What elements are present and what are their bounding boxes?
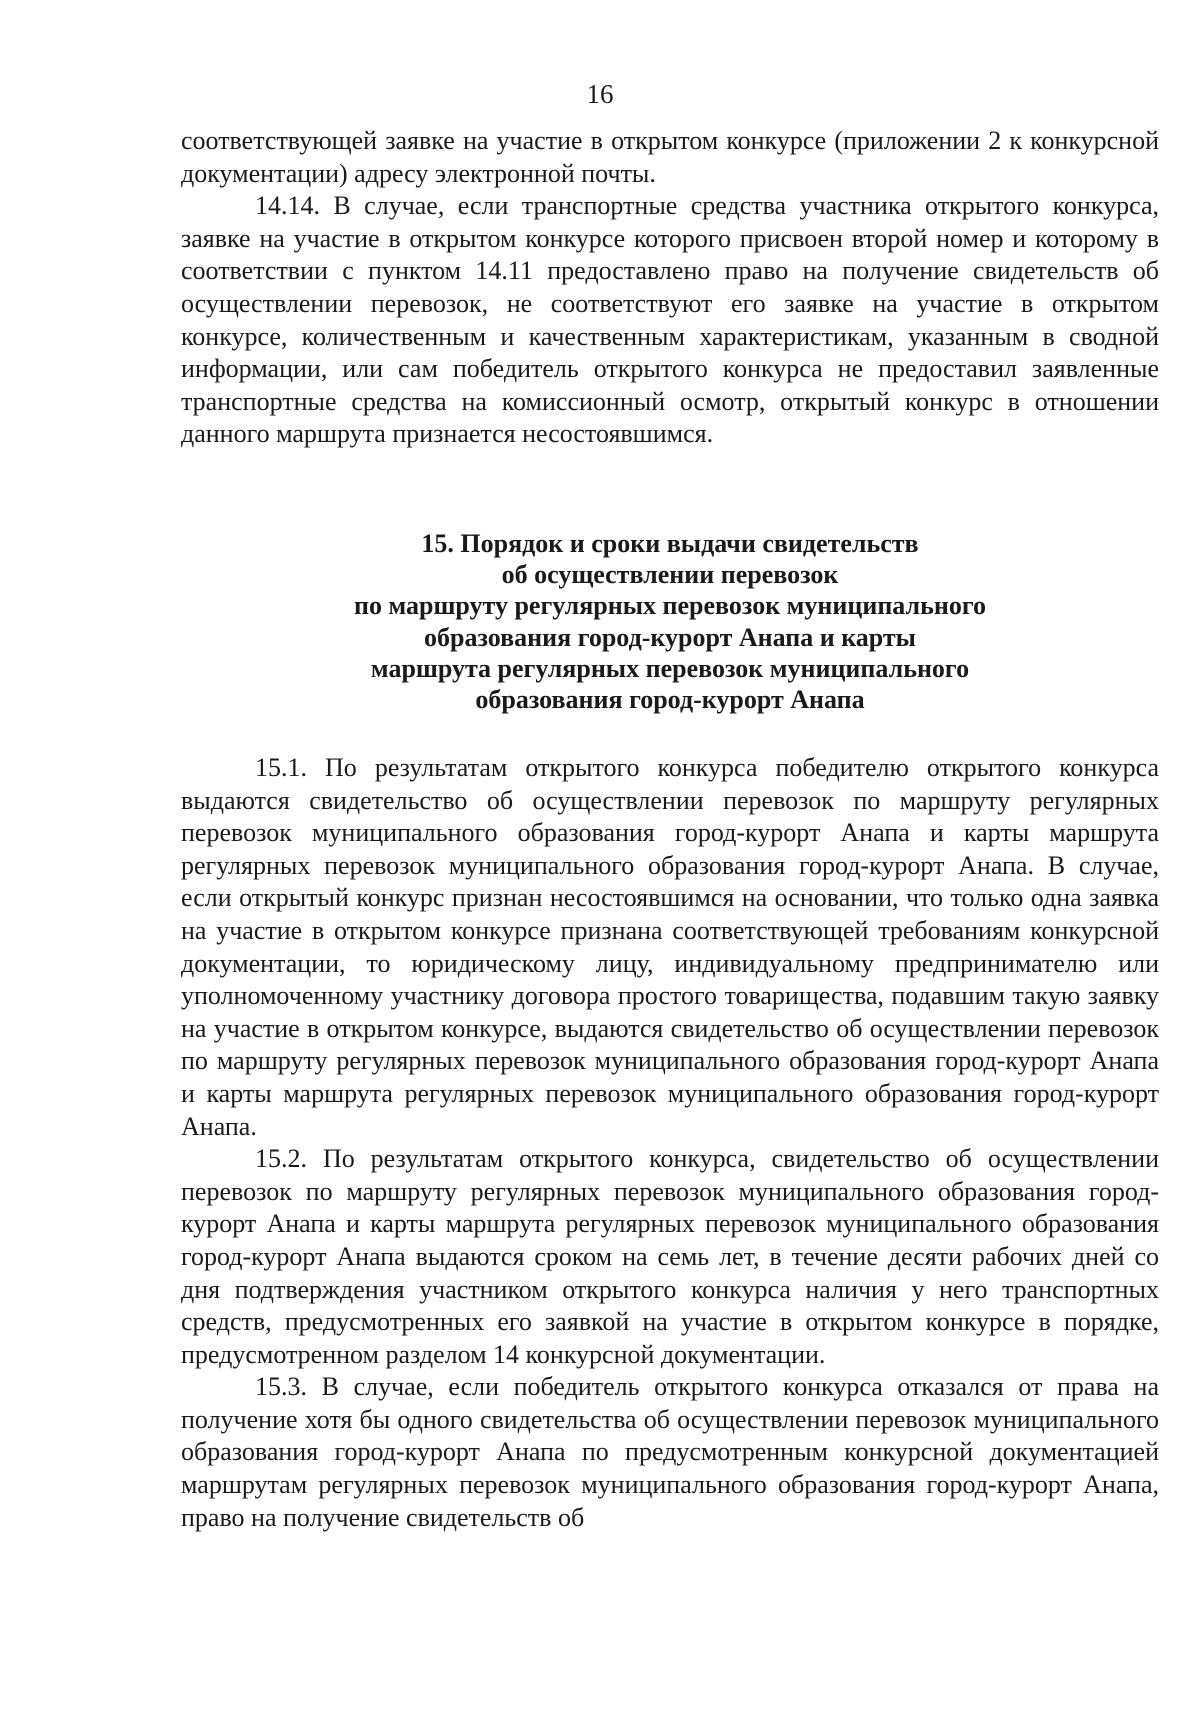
paragraph-15-3: 15.3. В случае, если победитель открытого конкурса отказался от права на получение хотя бы одного свидетельства об осуществлении перевозок муниципального образования город-курорт Анапа по предусмотренным конкурсной документацией маршрутам регулярных перевозок муниципального образования город-курорт Анапа, право на получение свидетельств об: [181, 1372, 1159, 1532]
heading-line: по маршруту регулярных перевозок муниципального: [354, 591, 986, 621]
top-text-block: [181, 125, 1159, 451]
section-15-heading: [181, 528, 1159, 715]
paragraph-15-1: 15.1. По результатам открытого конкурса победителю открытого конкурса выдаются свидетельство об осуществлении перевозок по маршруту регулярных перевозок муниципального образования город-курорт Анапа и карты маршрута регулярных перевозок муниципального образования город-курорт Анапа. В случае, если открытый конкурс признан несостоявшимся на основании, что только одна заявка на участие в открытом конкурсе признана соответствующей требованиям конкурсной документации, то юридическому лицу, индивидуальному предпринимателю или уполномоченному участнику договора простого товарищества, подавшим такую заявку на участие в открытом конкурсе, выдаются свидетельство об осуществлении перевозок по маршруту регулярных перевозок муниципального образования город-курорт Анапа и карты маршрута регулярных перевозок муниципального образования город-курорт Анапа.: [181, 753, 1159, 1141]
heading-line: 15. Порядок и сроки выдачи свидетельств: [421, 529, 919, 558]
heading-line: маршрута регулярных перевозок муниципального: [370, 653, 970, 683]
main-text-block: [181, 752, 1159, 1534]
paragraph-15-2: 15.2. По результатам открытого конкурса, свидетельство об осуществлении перевозок по маршруту регулярных перевозок муниципального образования город-курорт Анапа и карты маршрута регулярных перевозок муниципального образования город-курорт Анапа выдаются сроком на семь лет, в течение десяти рабочих дней со дня подтверждения участником открытого конкурса наличия у него транспортных средств, предусмотренных его заявкой на участие в открытом конкурсе в порядке, предусмотренном разделом 14 конкурсной документации.: [181, 1144, 1159, 1369]
paragraph-14-14: 14.14. В случае, если транспортные средства участника открытого конкурса, заявке на участие в открытом конкурсе которого присвоен второй номер и которому в соответствии с пунктом 14.11 предоставлено право на получение свидетельств об осуществлении перевозок, не соответствуют его заявке на участие в открытом конкурсе, количественным и качественным характеристикам, указанным в сводной информации, или сам победитель открытого конкурса не предоставил заявленные транспортные средства на комиссионный осмотр, открытый конкурс в отношении данного маршрута признается несостоявшимся.: [181, 191, 1159, 449]
page-number: 16: [586, 79, 614, 109]
heading-line: об осуществлении перевозок: [501, 560, 839, 590]
paragraph-continuation: соответствующей заявке на участие в открытом конкурсе (приложении 2 к конкурсной документации) адресу электронной почты.: [181, 126, 1159, 188]
heading-line: образования город-курорт Анапа и карты: [424, 622, 916, 652]
heading-line: образования город-курорт Анапа: [475, 685, 865, 715]
